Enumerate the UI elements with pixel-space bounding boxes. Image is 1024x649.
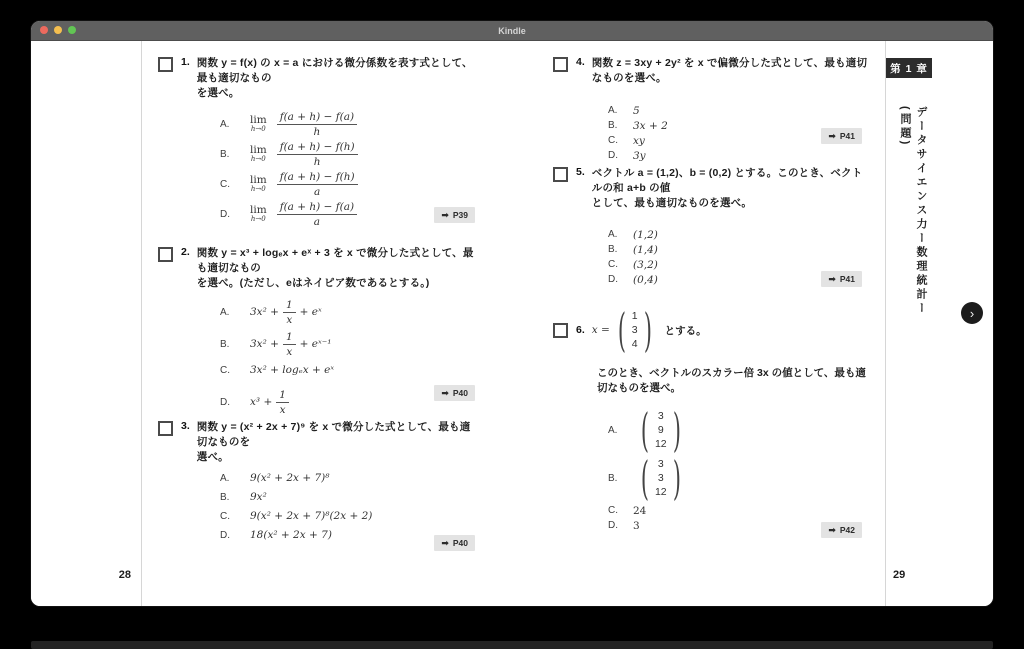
option-a [608, 403, 871, 457]
question-text [197, 420, 480, 465]
option-formula: 3x² + logₑx + eˣ [250, 364, 335, 376]
question-line-2: 選べ。 [196, 451, 229, 463]
question-number: 3. [181, 420, 190, 432]
vector-entry: 3 [657, 472, 664, 484]
option-label: C. [608, 259, 618, 270]
option-label: A. [220, 472, 230, 484]
stem-suffix: とする。 [664, 324, 707, 337]
option-label: A. [220, 118, 230, 130]
option-a [220, 471, 480, 485]
lim-subscript: h→0 [250, 185, 266, 193]
question-1-head [158, 56, 480, 101]
formula-pre: 3x² + [250, 306, 279, 318]
option-formula [250, 171, 362, 198]
option-formula: 24 [633, 504, 647, 517]
option-b [220, 490, 480, 504]
chevron-right-icon: › [969, 305, 975, 321]
option-label: D. [220, 208, 230, 220]
vector-entry: 9 [657, 424, 664, 436]
question-6-options [608, 403, 871, 532]
fraction-denominator: x [279, 403, 286, 416]
option-b [608, 243, 871, 256]
jump-to-answer-p39-button[interactable] [434, 207, 475, 223]
arrow-right-icon: ➡ [441, 537, 449, 548]
fraction-numerator: f(a + h) − f(a) [277, 111, 357, 125]
option-formula: 3y [633, 149, 646, 162]
page-margin-divider-right [885, 41, 886, 606]
question-6-checkbox[interactable] [553, 323, 568, 338]
next-page-button[interactable] [961, 302, 983, 324]
arrow-right-icon: ➡ [441, 209, 449, 220]
option-label: B. [608, 472, 618, 484]
option-label: C. [220, 364, 230, 376]
question-line-1: 関数 y = f(x) の x = a における微分係数を表す式として、最も適切なもの [196, 57, 473, 84]
vector-entry: 3 [657, 410, 664, 422]
option-formula: (0,4) [633, 273, 658, 286]
option-label: B. [608, 244, 618, 255]
question-5-checkbox[interactable] [553, 167, 568, 182]
left-paren: ( [640, 403, 650, 457]
option-formula [250, 331, 331, 358]
option-formula [250, 201, 361, 228]
fraction-numerator: f(a + h) − f(a) [277, 201, 357, 215]
column-vector [636, 451, 686, 505]
jump-to-answer-p40-button[interactable] [434, 535, 475, 551]
chapter-title-vertical: データサイエンス力ー数理統計ー(問題) [899, 106, 927, 316]
formula-pre: x³ + [250, 396, 273, 408]
vector-entry: 3 [657, 458, 664, 470]
book-page-area [31, 41, 993, 606]
jump-label: P40 [452, 388, 468, 398]
vector-entry: 1 [631, 310, 638, 322]
option-formula [250, 141, 362, 168]
question-4 [553, 56, 871, 164]
question-5 [553, 166, 871, 288]
option-formula: 9(x² + 2x + 7)⁸ [250, 472, 330, 484]
question-3-options [220, 471, 480, 542]
question-line-1: 関数 z = 3xy + 2y² を x で偏微分した式として、最も適切なものを選べ。 [591, 57, 868, 84]
option-formula: (1,2) [633, 228, 658, 241]
option-label: D. [608, 274, 618, 285]
option-label: D. [220, 396, 230, 408]
question-number: 2. [181, 246, 190, 258]
question-line-2: を選べ。 [196, 87, 240, 99]
question-5-head [553, 166, 871, 211]
question-3-checkbox[interactable] [158, 421, 173, 436]
option-formula: 3x + 2 [633, 119, 668, 132]
lim-operator: lim [250, 174, 267, 186]
formula-post: + eˣ⁻¹ [299, 338, 332, 350]
arrow-right-icon: ➡ [828, 524, 836, 535]
option-label: D. [608, 150, 618, 161]
option-label: C. [220, 178, 230, 190]
lim-subscript: h→0 [250, 125, 266, 133]
formula-post: + eˣ [299, 306, 322, 318]
question-number: 4. [576, 56, 585, 68]
fraction-denominator: h [313, 155, 321, 168]
option-label: B. [220, 148, 230, 160]
question-number: 6. [576, 324, 585, 336]
question-text [197, 246, 480, 291]
option-label: A. [608, 229, 618, 240]
option-label: B. [220, 338, 230, 350]
question-1-checkbox[interactable] [158, 57, 173, 72]
question-text [197, 56, 480, 101]
lim-subscript: h→0 [250, 215, 266, 223]
jump-to-answer-p40-button[interactable] [434, 385, 475, 401]
question-line-1: 関数 y = (x² + 2x + 7)⁹ を x で微分した式として、最も適切なものを [196, 421, 471, 448]
question-line-1: ベクトル a = (1,2)、b = (0,2) とする。このとき、ベクトルの和 a+b の値 [591, 167, 863, 194]
option-formula: 3 [633, 519, 640, 532]
fraction-numerator: 1 [283, 299, 296, 313]
window-title: Kindle [498, 25, 526, 36]
lim-subscript: h→0 [250, 155, 266, 163]
option-c [220, 171, 480, 197]
option-label: B. [220, 491, 230, 503]
fraction-denominator: x [286, 345, 293, 358]
fraction-numerator: f(a + h) − f(h) [277, 141, 358, 155]
option-formula: (1,4) [633, 243, 658, 256]
question-number: 1. [181, 56, 190, 68]
vector-entry: 3 [631, 324, 638, 336]
lim-operator: lim [250, 144, 267, 156]
arrow-right-icon: ➡ [441, 387, 449, 398]
option-label: A. [608, 424, 618, 436]
jump-label: P39 [452, 210, 468, 220]
title-bar [31, 21, 993, 41]
column-vector [636, 403, 686, 457]
jump-to-answer-p41-button[interactable] [821, 128, 862, 144]
option-formula [250, 111, 361, 138]
option-b [608, 451, 871, 505]
vector-variable: x = [591, 324, 610, 336]
option-formula: 18(x² + 2x + 7) [250, 529, 332, 541]
option-label: B. [608, 120, 618, 131]
option-formula: 5 [633, 104, 640, 117]
zoom-button[interactable] [68, 26, 76, 34]
vector-entry: 12 [654, 438, 667, 450]
fraction-denominator: a [314, 185, 321, 198]
option-formula [250, 389, 293, 416]
question-6-head [553, 303, 871, 357]
question-2-head [158, 246, 480, 291]
page-number-right: 29 [893, 569, 906, 581]
option-label: A. [608, 105, 618, 116]
option-formula: (3,2) [633, 258, 658, 271]
option-label: C. [220, 510, 230, 522]
question-3 [158, 420, 480, 547]
formula-pre: 3x² + [250, 338, 279, 350]
option-label: C. [608, 135, 618, 146]
option-a [608, 104, 871, 117]
jump-label: P41 [839, 274, 855, 284]
question-line-2: このとき、ベクトルのスカラー倍 3x の値として、最も適切なものを選べ。 [597, 367, 866, 394]
question-stem-formula [591, 303, 707, 357]
lim-operator: lim [250, 204, 267, 216]
option-formula: 9x² [250, 491, 267, 503]
option-b [220, 141, 480, 167]
question-2 [158, 246, 480, 421]
option-c [608, 258, 871, 271]
arrow-right-icon: ➡ [828, 273, 836, 284]
right-paren: ) [672, 403, 681, 457]
fraction-numerator: 1 [276, 389, 289, 403]
option-c [220, 363, 480, 377]
option-label: C. [608, 505, 618, 516]
close-button[interactable] [40, 26, 48, 34]
option-a [608, 228, 871, 241]
jump-label: P41 [839, 131, 855, 141]
fraction-numerator: 1 [283, 331, 296, 345]
vector-entry: 12 [654, 486, 667, 498]
page-number-left: 28 [118, 569, 131, 581]
jump-to-answer-p42-button[interactable] [821, 522, 862, 538]
option-c [220, 509, 480, 523]
jump-label: P42 [839, 525, 855, 535]
fraction-denominator: h [313, 125, 321, 138]
page-margin-divider-left [141, 41, 142, 606]
option-b [220, 331, 480, 357]
question-text [592, 56, 871, 86]
left-paren: ( [640, 451, 650, 505]
right-paren: ) [672, 451, 681, 505]
lim-operator: lim [250, 114, 267, 126]
question-text [592, 166, 871, 211]
question-1 [158, 56, 480, 231]
option-a [220, 111, 480, 137]
option-formula: xy [633, 134, 645, 147]
question-6 [553, 303, 871, 534]
question-line-2: として、最も適切なものを選べ。 [591, 197, 753, 209]
option-d [608, 149, 871, 162]
fraction-numerator: f(a + h) − f(h) [277, 171, 358, 185]
fraction-denominator: x [286, 313, 293, 326]
question-line-1: 関数 y = x³ + logₑx + eˣ + 3 を x で微分した式として、最も適切なもの [196, 247, 474, 274]
bottom-window-edge [31, 641, 993, 649]
option-label: D. [220, 529, 230, 541]
option-label: D. [608, 520, 618, 531]
minimize-button[interactable] [54, 26, 62, 34]
left-paren: ( [617, 303, 626, 357]
option-formula: 9(x² + 2x + 7)⁸(2x + 2) [250, 510, 373, 522]
fraction-denominator: a [313, 215, 321, 228]
chapter-badge: 第 1 章 [886, 58, 932, 78]
question-number: 5. [576, 166, 585, 178]
kindle-window [31, 21, 993, 606]
jump-label: P40 [452, 538, 468, 548]
column-vector [613, 303, 657, 357]
vector-entry: 4 [631, 338, 638, 350]
question-4-checkbox[interactable] [553, 57, 568, 72]
option-label: A. [220, 306, 230, 318]
question-3-head [158, 420, 480, 465]
option-a [220, 299, 480, 325]
jump-to-answer-p41-button[interactable] [821, 271, 862, 287]
question-line-2: を選べ。(ただし、eはネイピア数であるとする。) [196, 277, 430, 289]
arrow-right-icon: ➡ [828, 130, 836, 141]
question-4-head [553, 56, 871, 86]
question-2-checkbox[interactable] [158, 247, 173, 262]
right-paren: ) [643, 303, 652, 357]
option-c [608, 504, 871, 517]
traffic-lights [40, 26, 76, 34]
option-formula [250, 299, 322, 326]
